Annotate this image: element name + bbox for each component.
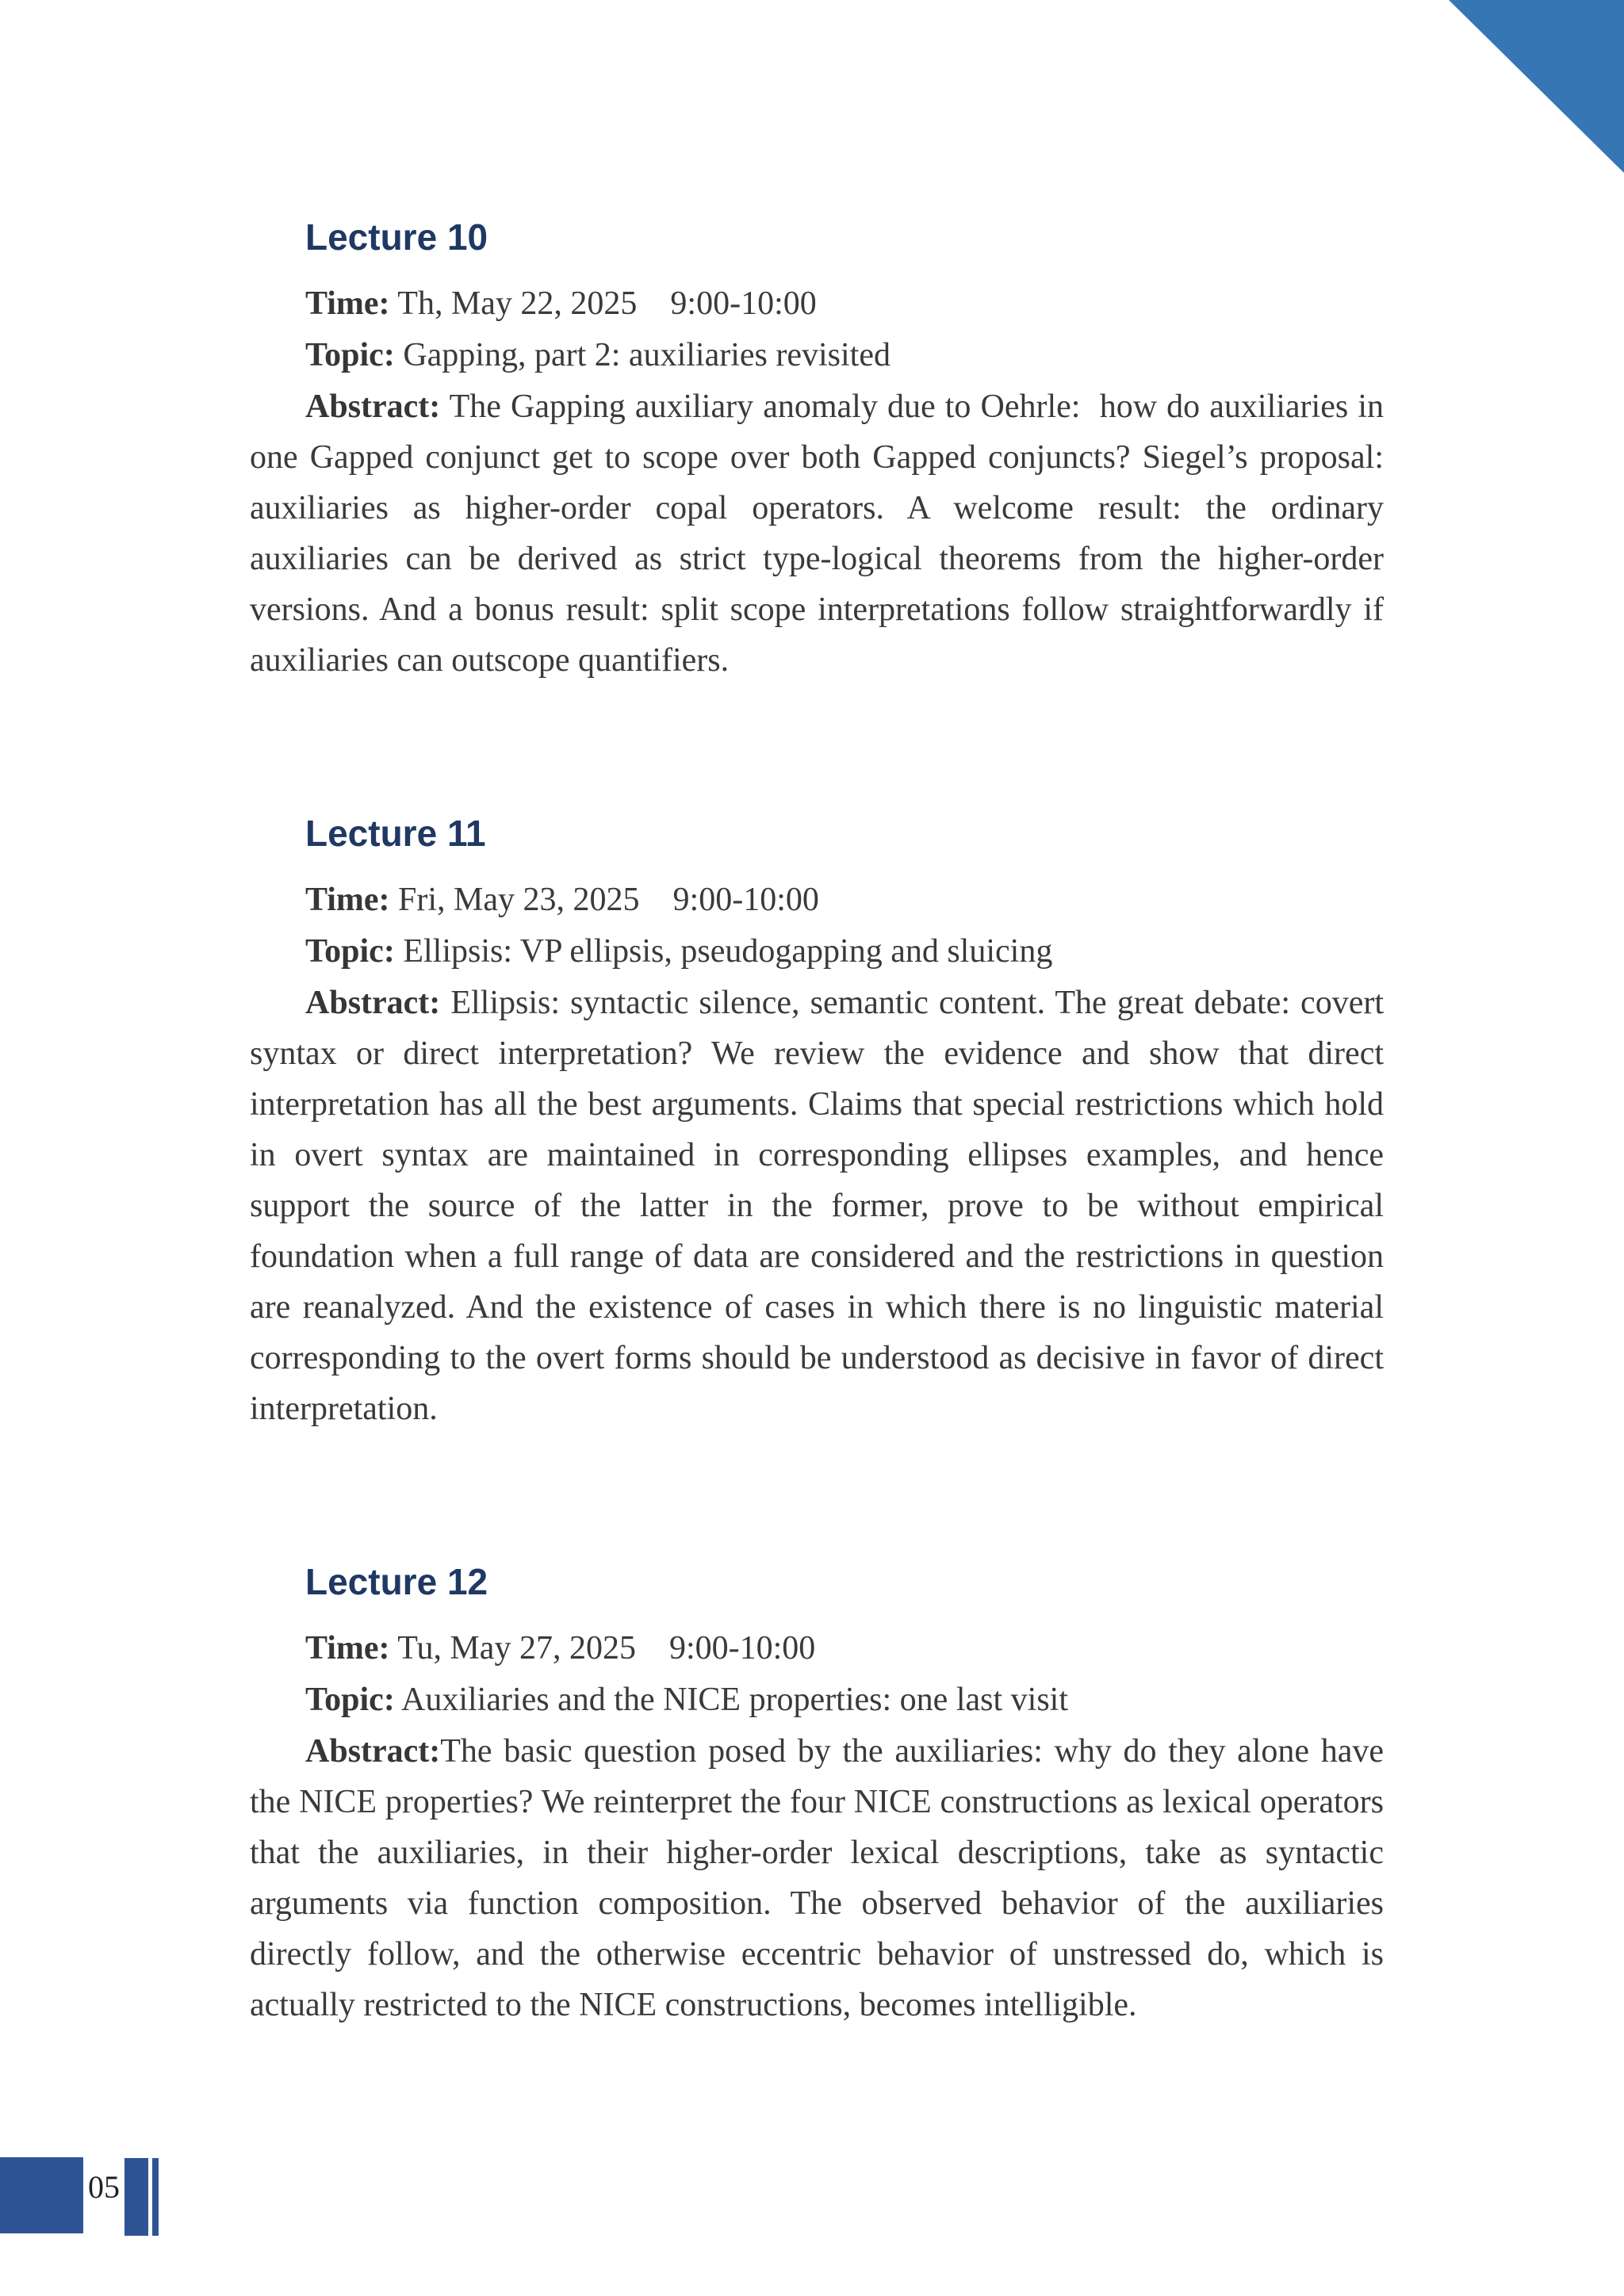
lecture-title: Lecture 12 — [305, 1561, 488, 1602]
abstract-label: Abstract: — [305, 1733, 441, 1770]
abstract-text: The Gapping auxiliary anomaly due to Oehrle: how do auxiliaries in one Gapped conjunct get to scope over both Gapped conjuncts? Siegel’s proposal: auxiliaries as higher-order copal operators. A welcome result: the ordinary auxiliaries can be derived as strict type-logical theorems from the higher-order versions. And a bonus result: split scope interpretations follow straightforwardly if auxiliaries can outscope quantifiers. — [250, 388, 1392, 679]
abstract-paragraph — [250, 381, 1392, 686]
time-value: Th, May 22, 2025 9:00-10:00 — [389, 285, 817, 322]
abstract-text: Ellipsis: syntactic silence, semantic content. The great debate: covert syntax or direct interpretation? We review the evidence and show that direct interpretation has all the best arguments. Claims that special restrictions which hold in overt syntax are maintained in corresponding ellipses examples, and hence support the source of the latter in the former, prove to be without empirical foundation when a full range of data are considered and the restrictions in question are reanalyzed. And the existence of cases in which there is no linguistic material corresponding to the overt forms should be understood as decisive in favor of direct interpretation. — [250, 985, 1392, 1427]
footer-rect-decoration — [0, 2157, 83, 2233]
topic-value: Auxiliaries and the NICE properties: one last visit — [394, 1682, 1068, 1718]
lecture-title: Lecture 10 — [305, 216, 488, 258]
time-value: Fri, May 23, 2025 9:00-10:00 — [389, 882, 819, 918]
abstract-paragraph — [250, 1726, 1392, 2030]
abstract-paragraph — [250, 978, 1392, 1434]
time-line — [305, 278, 1384, 330]
page-number: 05 — [88, 2169, 120, 2205]
abstract-text: The basic question posed by the auxiliaries: why do they alone have the NICE properties? We reinterpret the four NICE constructions as lexical operators that the auxiliaries, in their higher-order lexical descriptions, take as syntactic arguments via function composition. The observed behavior of the auxiliaries directly follow, and the otherwise eccentric behavior of unstressed do, which is actually restricted to the NICE constructions, becomes intelligible. — [250, 1733, 1392, 2023]
page-corner-triangle-decoration — [1449, 0, 1624, 173]
time-line — [305, 874, 1384, 926]
time-label: Time: — [305, 882, 390, 918]
abstract-label: Abstract: — [305, 985, 441, 1021]
topic-line — [305, 926, 1384, 978]
topic-label: Topic: — [305, 337, 395, 373]
abstract-label: Abstract: — [305, 388, 441, 425]
topic-line — [305, 330, 1384, 381]
topic-label: Topic: — [305, 1682, 395, 1718]
time-line — [305, 1623, 1384, 1674]
topic-line — [305, 1674, 1384, 1726]
topic-value: Ellipsis: VP ellipsis, pseudogapping and sluicing — [394, 933, 1053, 970]
time-value: Tu, May 27, 2025 9:00-10:00 — [389, 1630, 816, 1667]
lecture-section — [250, 813, 1392, 1434]
topic-value: Gapping, part 2: auxiliaries revisited — [394, 337, 891, 373]
footer-bar-thin-decoration — [152, 2158, 159, 2236]
time-label: Time: — [305, 285, 390, 322]
footer-bar-thick-decoration — [124, 2158, 148, 2236]
document-page-content — [250, 0, 1392, 2030]
lecture-section — [250, 216, 1392, 686]
lecture-title: Lecture 11 — [305, 813, 486, 854]
lecture-section — [250, 1561, 1392, 2030]
time-label: Time: — [305, 1630, 390, 1667]
topic-label: Topic: — [305, 933, 395, 970]
